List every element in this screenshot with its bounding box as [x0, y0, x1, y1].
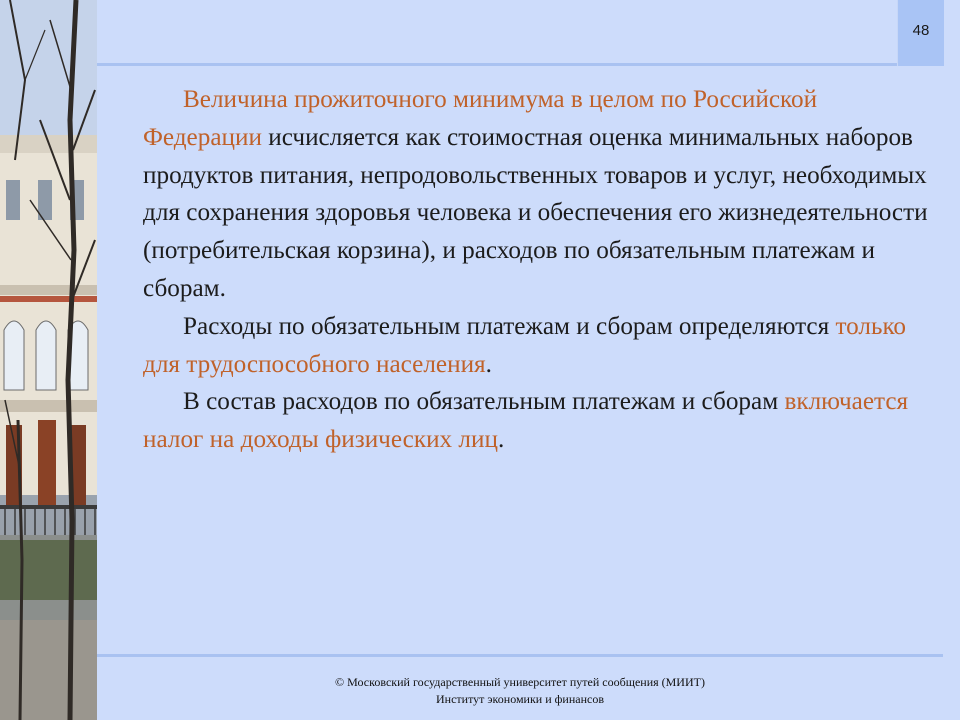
paragraph-2-end: . — [485, 350, 492, 378]
top-rule — [97, 63, 943, 66]
slide-body — [143, 81, 928, 459]
header-band — [97, 0, 895, 63]
building-photo — [0, 0, 97, 720]
right-margin — [944, 0, 960, 720]
footer-copyright: © Московский государственный университет путей сообщения (МИИТ) — [335, 675, 705, 689]
bottom-rule — [97, 654, 943, 657]
paragraph-2 — [143, 308, 928, 384]
paragraph-1-highlight: Величина прожиточного минимума в целом по Российской Федерации — [143, 86, 818, 151]
paragraph-2-text: Расходы по обязательным платежам и сборам определяются — [183, 312, 836, 340]
paragraph-1-text: исчисляется как стоимостная оценка минимальных наборов продуктов питания, непродовольственных товаров и услуг, необходимых для сохранения здоровья человека и обеспечения его жизнедеятельности (потребительская корзина), и расходов по обязательным платежам и сборам. — [143, 123, 928, 302]
footer-institute: Институт экономики и финансов — [435, 692, 605, 706]
paragraph-2-highlight: только для трудоспособного населения — [143, 312, 906, 378]
paragraph-3-highlight: включается налог на доходы физических лиц — [143, 388, 909, 454]
paragraph-1 — [143, 81, 928, 308]
slide-number-box — [897, 0, 944, 66]
slide-number: 48 — [912, 22, 930, 39]
paragraph-3-text: В состав расходов по обязательным платежам и сборам — [183, 388, 785, 416]
paragraph-3 — [143, 383, 928, 459]
paragraph-3-end: . — [497, 426, 505, 454]
footer — [97, 674, 943, 708]
